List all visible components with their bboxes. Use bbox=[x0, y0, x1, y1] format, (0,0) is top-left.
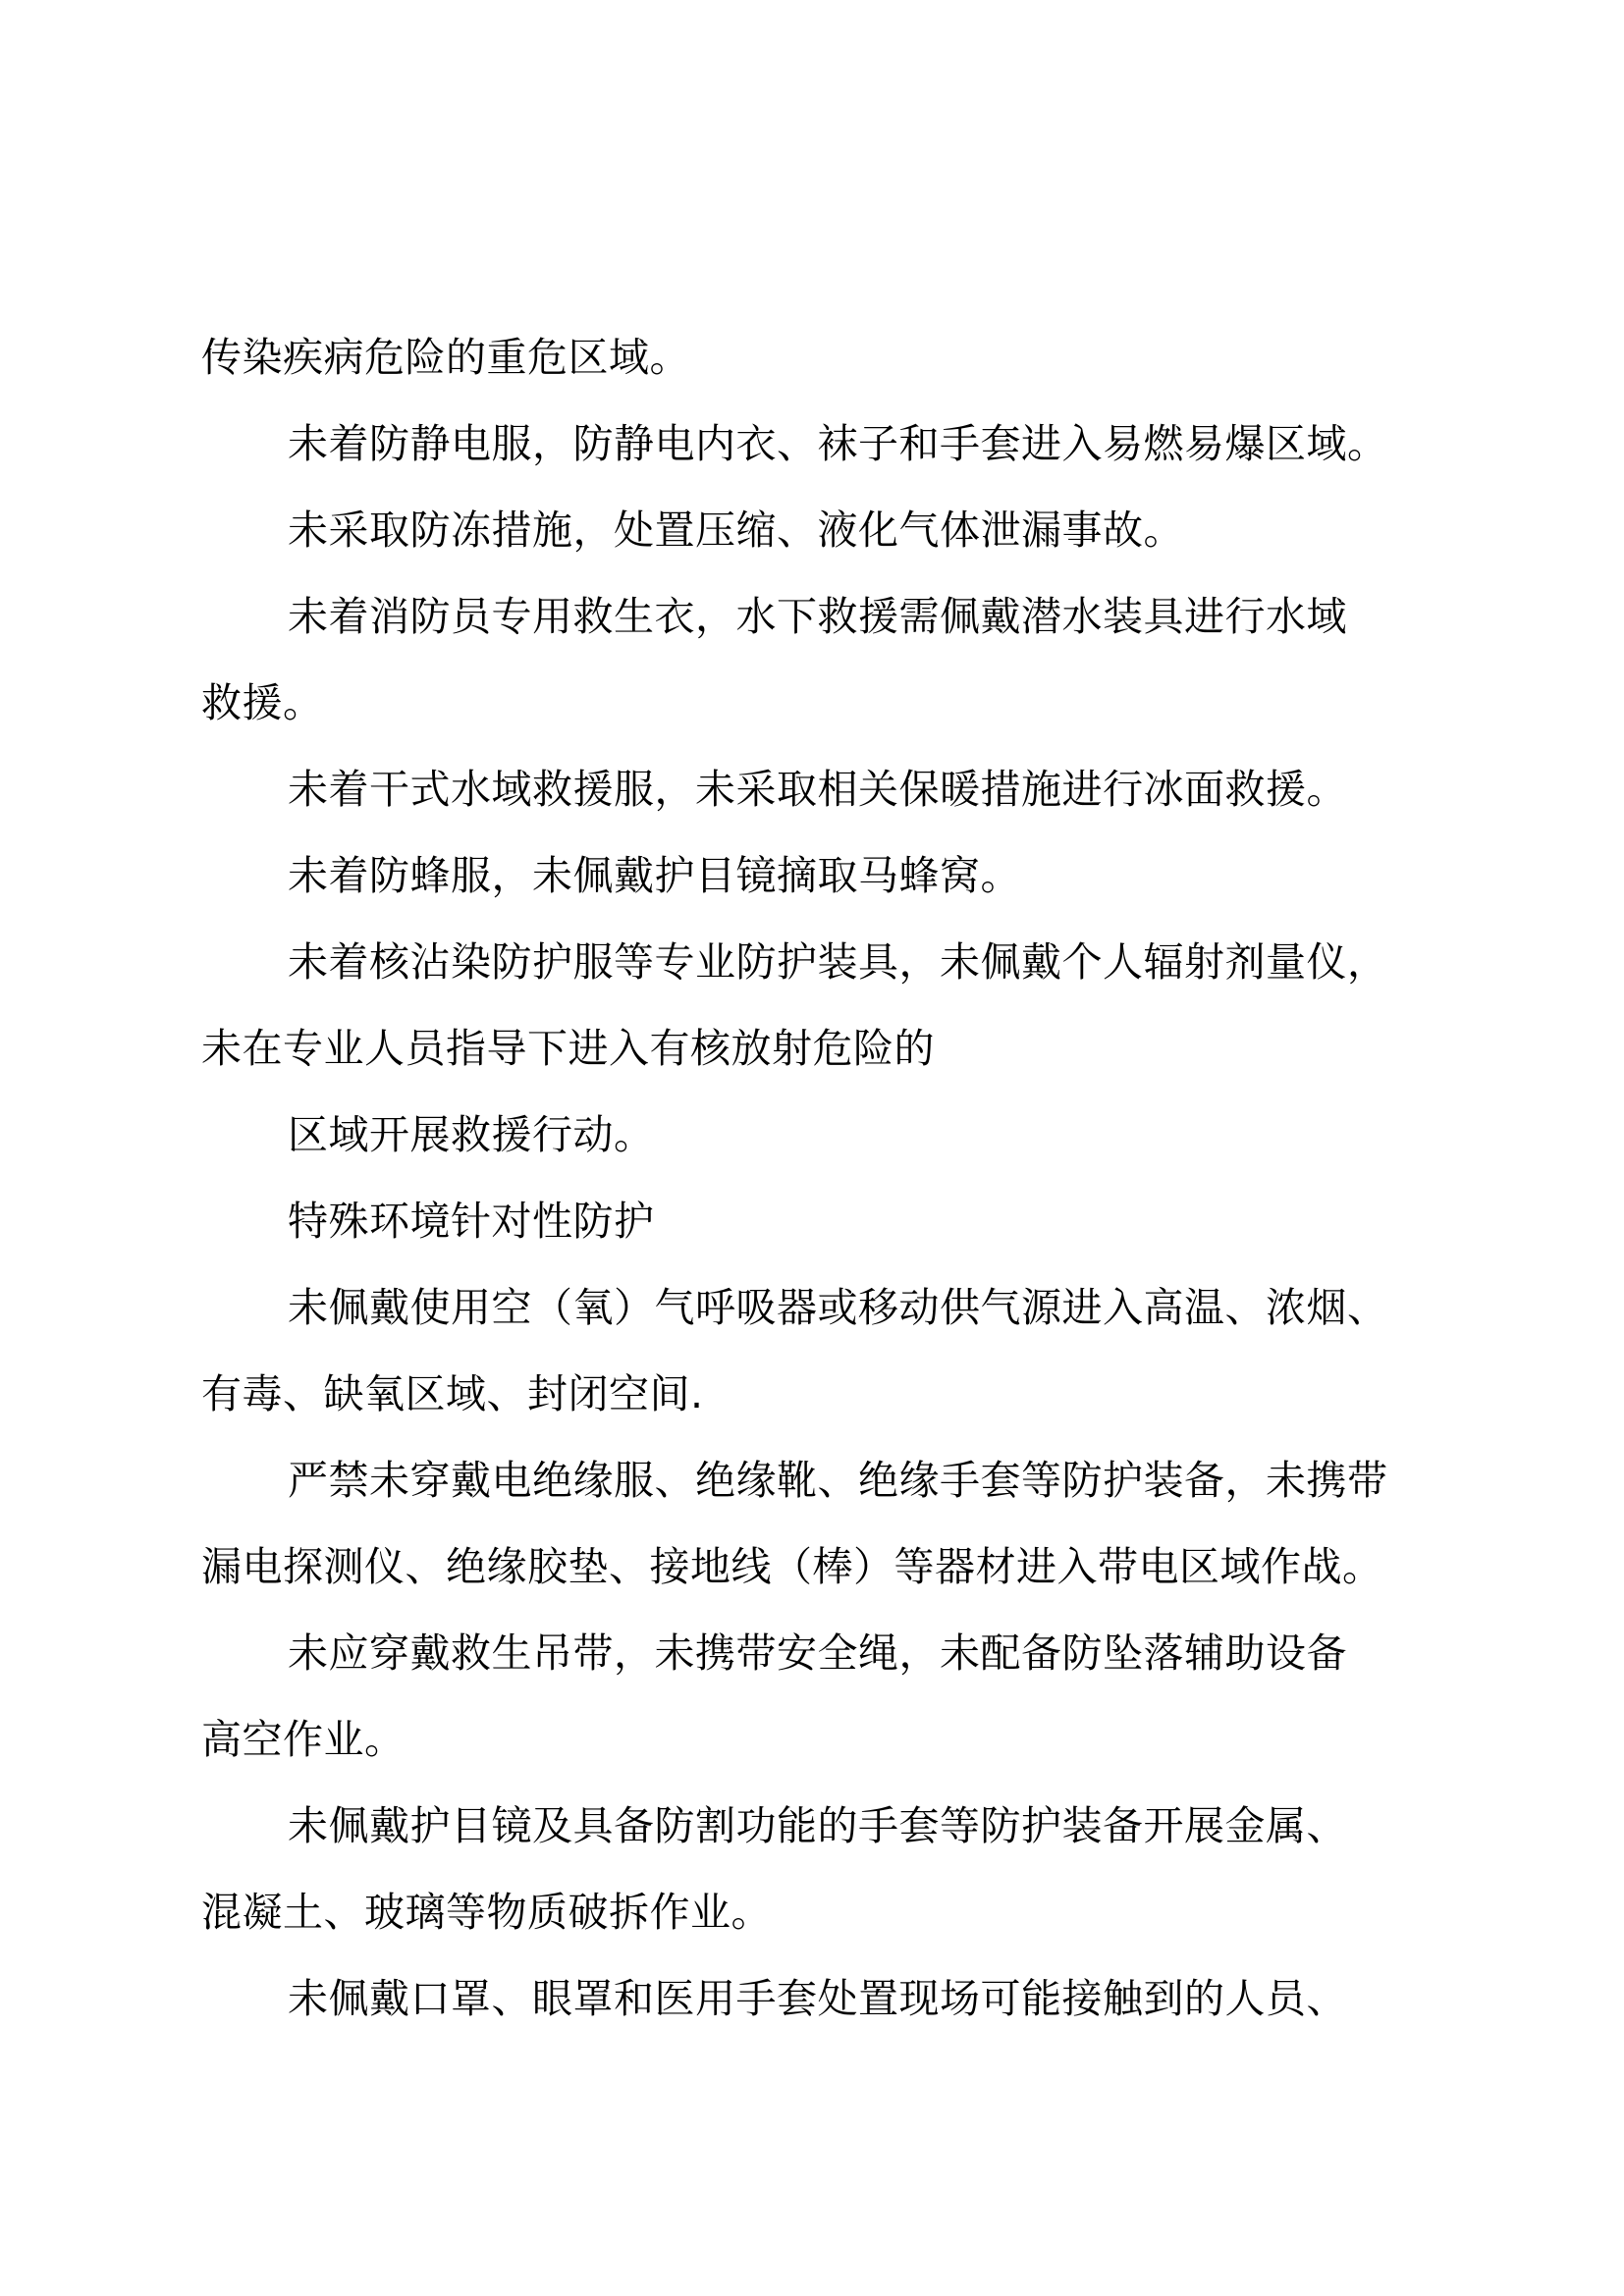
text-line: 严禁未穿戴电绝缘服、绝缘靴、绝缘手套等防护装备，未携带 bbox=[288, 1457, 1388, 1504]
text-line: 未着干式水域救援服，未采取相关保暖措施进行冰面救援。 bbox=[288, 766, 1347, 813]
text-line: 漏电探测仪、绝缘胶垫、接地线（棒）等器材进入带电区域作战。 bbox=[201, 1543, 1383, 1590]
text-line: 未佩戴护目镜及具备防割功能的手套等防护装备开展金属、 bbox=[288, 1802, 1347, 1849]
text-line: 传染疾病危险的重危区域。 bbox=[201, 334, 690, 381]
section-heading: 特殊环境针对性防护 bbox=[288, 1198, 655, 1245]
text-line: 高空作业。 bbox=[201, 1716, 406, 1763]
text-line: 未着防蜂服，未佩戴护目镜摘取马蜂窝。 bbox=[288, 852, 1021, 899]
body-text bbox=[201, 314, 1438, 2042]
text-line: 救援。 bbox=[201, 679, 324, 726]
text-line: 有毒、缺氧区域、封闭空间. bbox=[201, 1370, 704, 1417]
text-line: 未采取防冻措施，处置压缩、液化气体泄漏事故。 bbox=[288, 507, 1184, 554]
text-line: 未着消防员专用救生衣，水下救援需佩戴潜水装具进行水域 bbox=[288, 593, 1347, 640]
text-line: 未着防静电服，防静电内衣、袜子和手套进入易燃易爆区域。 bbox=[288, 420, 1388, 467]
text-line: 未佩戴口罩、眼罩和医用手套处置现场可能接触到的人员、 bbox=[288, 1975, 1347, 2022]
text-line: 混凝土、玻璃等物质破拆作业。 bbox=[201, 1889, 772, 1936]
text-line: 未佩戴使用空（氧）气呼吸器或移动供气源进入高温、浓烟、 bbox=[288, 1284, 1388, 1331]
text-line: 未在专业人员指导下进入有核放射危险的 bbox=[201, 1025, 935, 1072]
text-line: 未着核沾染防护服等专业防护装具，未佩戴个人辐射剂量仪， bbox=[288, 938, 1388, 986]
text-line: 区域开展救援行动。 bbox=[288, 1111, 655, 1158]
text-line: 未应穿戴救生吊带，未携带安全绳，未配备防坠落辅助设备 bbox=[288, 1629, 1347, 1677]
